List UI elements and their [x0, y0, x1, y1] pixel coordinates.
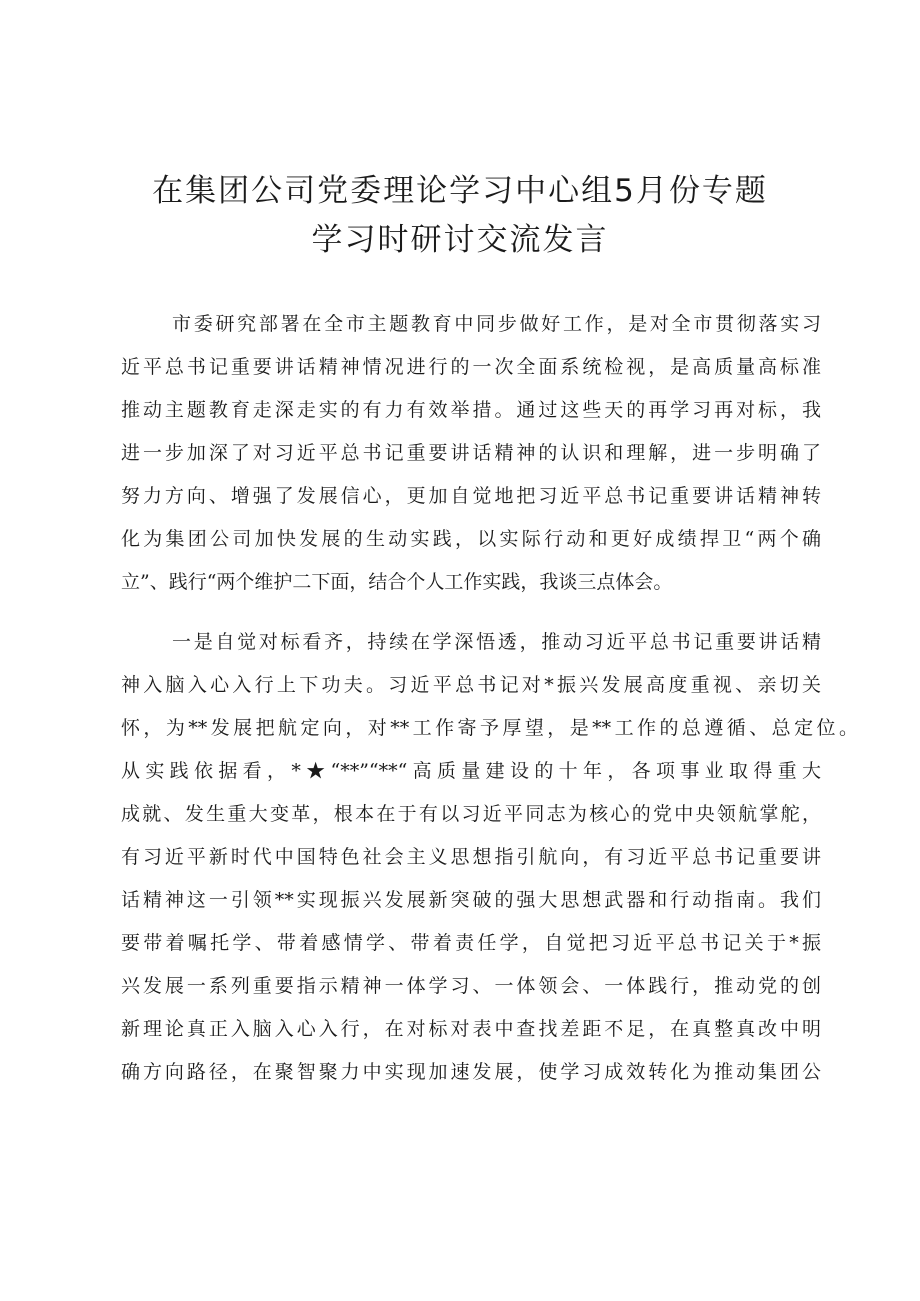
- paragraph-2-line: 兴发展一系列重要指示精神一体学习、一体领会、一体践行，推动党的创: [121, 975, 821, 997]
- paragraph-2-line: 新理论真正入脑入心入行，在对标对表中查找差距不足，在真整真改中明: [121, 1018, 821, 1040]
- paragraph-1-line: 市委研究部署在全市主题教育中同步做好工作，是对全市贯彻落实习: [172, 313, 821, 335]
- paragraph-1-line: 化为集团公司加快发展的生动实践，以实际行动和更好成绩捍卫“两个确: [121, 528, 821, 550]
- paragraph-2-line: 怀，为**发展把航定向，对**工作寄予厚望，是**工作的总遵循、总定位。: [121, 717, 858, 739]
- paragraph-2-line: 成就、发生重大变革，根本在于有以习近平同志为核心的党中央领航掌舵，: [121, 803, 821, 825]
- paragraph-2-line: 确方向路径，在聚智聚力中实现加速发展，使学习成效转化为推动集团公: [121, 1061, 821, 1083]
- paragraph-1-line: 立”、践行“两个维护二下面，结合个人工作实践，我谈三点体会。: [121, 571, 673, 593]
- document-title-line-2: 学习时研讨交流发言: [311, 222, 609, 258]
- paragraph-2-line: 话精神这一引领**实现振兴发展新突破的强大思想武器和行动指南。我们: [121, 889, 821, 911]
- paragraph-2-line: 神入脑入心入行上下功夫。习近平总书记对*振兴发展高度重视、亲切关: [121, 674, 821, 696]
- paragraph-1-line: 近平总书记重要讲话精神情况进行的一次全面系统检视，是高质量高标准: [121, 356, 821, 378]
- paragraph-1-line: 推动主题教育走深走实的有力有效举措。通过这些天的再学习再对标，我: [121, 399, 821, 421]
- paragraph-2-line: 要带着嘱托学、带着感情学、带着责任学，自觉把习近平总书记关于*振: [121, 932, 821, 954]
- paragraph-2-line: 有习近平新时代中国特色社会主义思想指引航向，有习近平总书记重要讲: [121, 846, 821, 868]
- paragraph-1-line: 进一步加深了对习近平总书记重要讲话精神的认识和理解，进一步明确了: [121, 442, 821, 464]
- paragraph-2-line: 从实践依据看，*★“**”“**“高质量建设的十年，各项事业取得重大: [121, 760, 821, 782]
- paragraph-1-line: 努力方向、增强了发展信心，更加自觉地把习近平总书记重要讲话精神转: [121, 485, 821, 507]
- paragraph-2-line: 一是自觉对标看齐，持续在学深悟透，推动习近平总书记重要讲话精: [172, 631, 821, 653]
- document-title-line-1: 在集团公司党委理论学习中心组5月份专题: [152, 173, 768, 209]
